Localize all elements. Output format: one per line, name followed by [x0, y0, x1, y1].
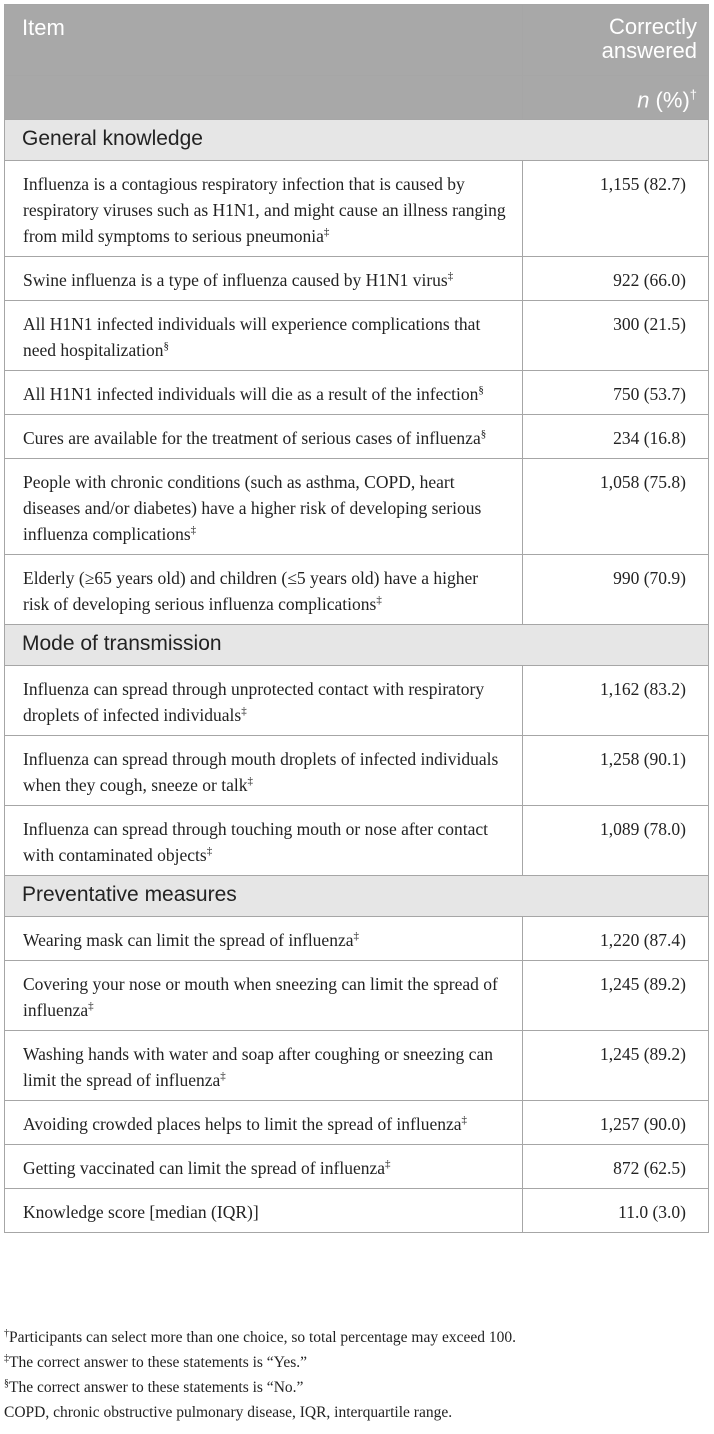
section-title: Preventative measures	[5, 876, 709, 917]
value-cell: 750 (53.7)	[523, 371, 709, 415]
table-header	[5, 5, 709, 120]
footnote-text: The correct answer to these statements is “No.”	[9, 1379, 304, 1396]
table-body	[5, 120, 709, 1233]
item-text: Influenza can spread through touching mouth or nose after contact with contaminated objects	[23, 819, 489, 866]
footnote-mark: §	[480, 428, 487, 441]
value-cell: 1,258 (90.1)	[523, 736, 709, 806]
item-cell	[5, 1101, 523, 1145]
unit-pct: (%)	[649, 87, 690, 113]
item-cell	[5, 806, 523, 876]
table-row	[5, 806, 709, 876]
footnote-mark: ‡	[206, 845, 213, 858]
section-title: General knowledge	[5, 120, 709, 161]
footnote-mark: ‡	[190, 524, 197, 537]
item-cell	[5, 415, 523, 459]
footnote	[4, 1325, 708, 1350]
item-cell	[5, 257, 523, 301]
item-text: Swine influenza is a type of influenza caused by H1N1 virus	[23, 270, 448, 291]
table-row	[5, 1145, 709, 1189]
footnote	[4, 1350, 708, 1375]
item-cell	[5, 736, 523, 806]
value-cell: 1,257 (90.0)	[523, 1101, 709, 1145]
footnote-mark: ‡	[247, 775, 254, 788]
unit-footnote-mark: †	[689, 87, 697, 102]
item-text: Influenza can spread through mouth droplets of infected individuals when they cough, sneeze or talk	[23, 749, 499, 796]
table-row	[5, 161, 709, 257]
footnote-mark: ‡	[385, 1158, 391, 1171]
value-cell: 1,155 (82.7)	[523, 161, 709, 257]
table-row	[5, 301, 709, 371]
footnote-mark: ‡	[376, 594, 382, 607]
footnote-mark: ‡	[88, 1000, 94, 1013]
section-row	[5, 625, 709, 666]
table-row	[5, 666, 709, 736]
item-text: Washing hands with water and soap after coughing or sneezing can limit the spread of influenza	[23, 1044, 493, 1091]
table-row	[5, 961, 709, 1031]
footnote-symbol: †	[4, 1327, 9, 1339]
item-text: Wearing mask can limit the spread of influenza	[23, 930, 354, 951]
value-cell: 234 (16.8)	[523, 415, 709, 459]
item-text: Avoiding crowded places helps to limit the spread of influenza	[23, 1114, 462, 1135]
column-header-correct	[523, 5, 709, 76]
correct-line-1: Correctly	[608, 14, 697, 39]
section-row	[5, 120, 709, 161]
item-cell	[5, 961, 523, 1031]
value-cell: 1,245 (89.2)	[523, 961, 709, 1031]
value-cell: 990 (70.9)	[523, 555, 709, 625]
item-cell	[5, 161, 523, 257]
value-cell: 1,089 (78.0)	[523, 806, 709, 876]
item-text: Cures are available for the treatment of serious cases of influenza	[23, 428, 481, 449]
table-row	[5, 459, 709, 555]
footnote	[4, 1375, 708, 1400]
table-row	[5, 555, 709, 625]
item-cell	[5, 301, 523, 371]
knowledge-table	[4, 4, 709, 1233]
table-row	[5, 371, 709, 415]
footnote-text: The correct answer to these statements is “Yes.”	[9, 1354, 307, 1371]
table-row	[5, 257, 709, 301]
column-header-item: Item	[5, 5, 523, 76]
item-text: Covering your nose or mouth when sneezing can limit the spread of influenza	[23, 974, 498, 1021]
item-cell	[5, 666, 523, 736]
table-row	[5, 736, 709, 806]
footnote-mark: ‡	[220, 1070, 226, 1083]
footnote-mark: §	[163, 340, 169, 353]
table-row	[5, 1101, 709, 1145]
correct-line-2: answered	[601, 38, 697, 63]
table-row	[5, 1189, 709, 1233]
column-header-unit	[523, 76, 709, 120]
item-text: All H1N1 infected individuals will experience complications that need hospitalization	[23, 314, 481, 361]
footnote-text: COPD, chronic obstructive pulmonary disease, IQR, interquartile range.	[4, 1404, 453, 1421]
item-text: All H1N1 infected individuals will die as a result of the infection	[23, 384, 479, 405]
value-cell: 11.0 (3.0)	[523, 1189, 709, 1233]
item-cell	[5, 371, 523, 415]
item-cell	[5, 1145, 523, 1189]
item-text: Getting vaccinated can limit the spread of influenza	[23, 1158, 386, 1179]
item-cell	[5, 917, 523, 961]
value-cell: 1,245 (89.2)	[523, 1031, 709, 1101]
footnote-mark: §	[478, 384, 484, 397]
column-header-item-blank	[5, 76, 523, 120]
footnote	[4, 1400, 708, 1425]
value-cell: 1,058 (75.8)	[523, 459, 709, 555]
item-text: Elderly (≥65 years old) and children (≤5 years old) have a higher risk of developing serious influenza complications	[23, 568, 479, 615]
item-cell	[5, 1031, 523, 1101]
value-cell: 1,162 (83.2)	[523, 666, 709, 736]
value-cell: 300 (21.5)	[523, 301, 709, 371]
value-cell: 922 (66.0)	[523, 257, 709, 301]
section-row	[5, 876, 709, 917]
unit-n: n	[637, 87, 650, 113]
table-row	[5, 415, 709, 459]
table-row	[5, 1031, 709, 1101]
value-cell: 1,220 (87.4)	[523, 917, 709, 961]
item-text: People with chronic conditions (such as asthma, COPD, heart diseases and/or diabetes) have a higher risk of developing serious influenza complications	[23, 472, 482, 545]
item-cell	[5, 1189, 523, 1233]
footnote-symbol: ‡	[4, 1352, 9, 1364]
footnote-mark: ‡	[447, 270, 454, 283]
footnote-mark: ‡	[323, 226, 330, 239]
footnote-mark: ‡	[241, 705, 247, 718]
value-cell: 872 (62.5)	[523, 1145, 709, 1189]
footnote-mark: ‡	[353, 930, 359, 943]
item-text: Knowledge score [median (IQR)]	[23, 1202, 259, 1223]
item-cell	[5, 555, 523, 625]
footnote-symbol: §	[4, 1377, 9, 1389]
footnote-text: Participants can select more than one choice, so total percentage may exceed 100.	[9, 1329, 516, 1346]
item-text: Influenza is a contagious respiratory infection that is caused by respiratory viruses such as H1N1, and might cause an illness ranging from mild symptoms to serious pneumonia	[23, 174, 506, 247]
item-text: Influenza can spread through unprotected contact with respiratory droplets of infected individuals	[23, 679, 485, 726]
table-row	[5, 917, 709, 961]
table-footnotes	[4, 1325, 708, 1425]
footnote-mark: ‡	[461, 1114, 468, 1127]
section-title: Mode of transmission	[5, 625, 709, 666]
item-cell	[5, 459, 523, 555]
